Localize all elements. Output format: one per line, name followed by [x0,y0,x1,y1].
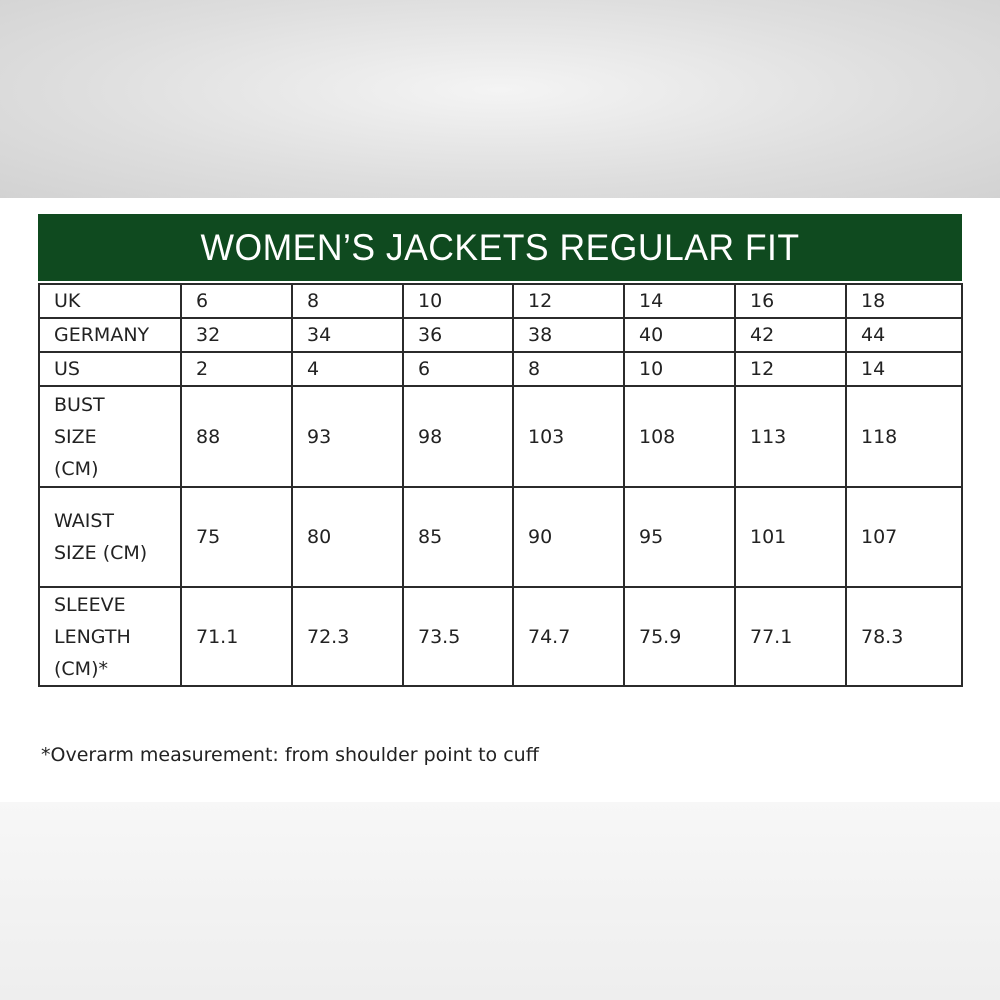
table-cell: 108 [624,386,735,487]
table-cell: 118 [846,386,962,487]
top-background [0,0,1000,200]
table-cell: 93 [292,386,403,487]
title-banner [38,214,962,281]
chart-title: WOMEN’S JACKETS REGULAR FIT [200,226,800,268]
row-sleeve-length [39,587,962,686]
row-label-cell: US [39,352,181,386]
table-cell: 14 [846,352,962,386]
size-table-body [39,284,962,686]
table-cell: 16 [735,284,846,318]
table-cell: 107 [846,487,962,587]
footnote: *Overarm measurement: from shoulder point to cuff [41,744,539,766]
table-cell: 8 [292,284,403,318]
table-cell: 6 [181,284,292,318]
table-cell: 74.7 [513,587,624,686]
table-cell: 40 [624,318,735,352]
table-cell: 85 [403,487,513,587]
table-cell: 101 [735,487,846,587]
row-label-cell: UK [39,284,181,318]
row-uk [39,284,962,318]
table-cell: 4 [292,352,403,386]
table-cell: 14 [624,284,735,318]
table-cell: 8 [513,352,624,386]
table-cell: 80 [292,487,403,587]
row-us [39,352,962,386]
table-cell: 72.3 [292,587,403,686]
table-cell: 88 [181,386,292,487]
table-cell: 12 [513,284,624,318]
row-label-cell: SLEEVE LENGTH (CM)* [39,587,181,686]
table-cell: 78.3 [846,587,962,686]
table-cell: 42 [735,318,846,352]
size-table [38,283,963,687]
table-cell: 71.1 [181,587,292,686]
table-cell: 98 [403,386,513,487]
table-cell: 75 [181,487,292,587]
row-waist-size [39,487,962,587]
table-cell: 44 [846,318,962,352]
row-germany [39,318,962,352]
table-cell: 10 [403,284,513,318]
table-cell: 95 [624,487,735,587]
row-bust-size [39,386,962,487]
table-cell: 18 [846,284,962,318]
table-cell: 77.1 [735,587,846,686]
table-cell: 103 [513,386,624,487]
table-cell: 73.5 [403,587,513,686]
table-cell: 10 [624,352,735,386]
table-cell: 38 [513,318,624,352]
table-cell: 113 [735,386,846,487]
table-cell: 12 [735,352,846,386]
row-label-cell: WAIST SIZE (CM) [39,487,181,587]
table-cell: 32 [181,318,292,352]
row-label-cell: GERMANY [39,318,181,352]
table-cell: 36 [403,318,513,352]
bottom-background [0,800,1000,1000]
table-cell: 6 [403,352,513,386]
table-cell: 34 [292,318,403,352]
table-cell: 2 [181,352,292,386]
row-label-cell: BUST SIZE (CM) [39,386,181,487]
table-cell: 75.9 [624,587,735,686]
size-chart-panel [0,198,1000,802]
table-cell: 90 [513,487,624,587]
